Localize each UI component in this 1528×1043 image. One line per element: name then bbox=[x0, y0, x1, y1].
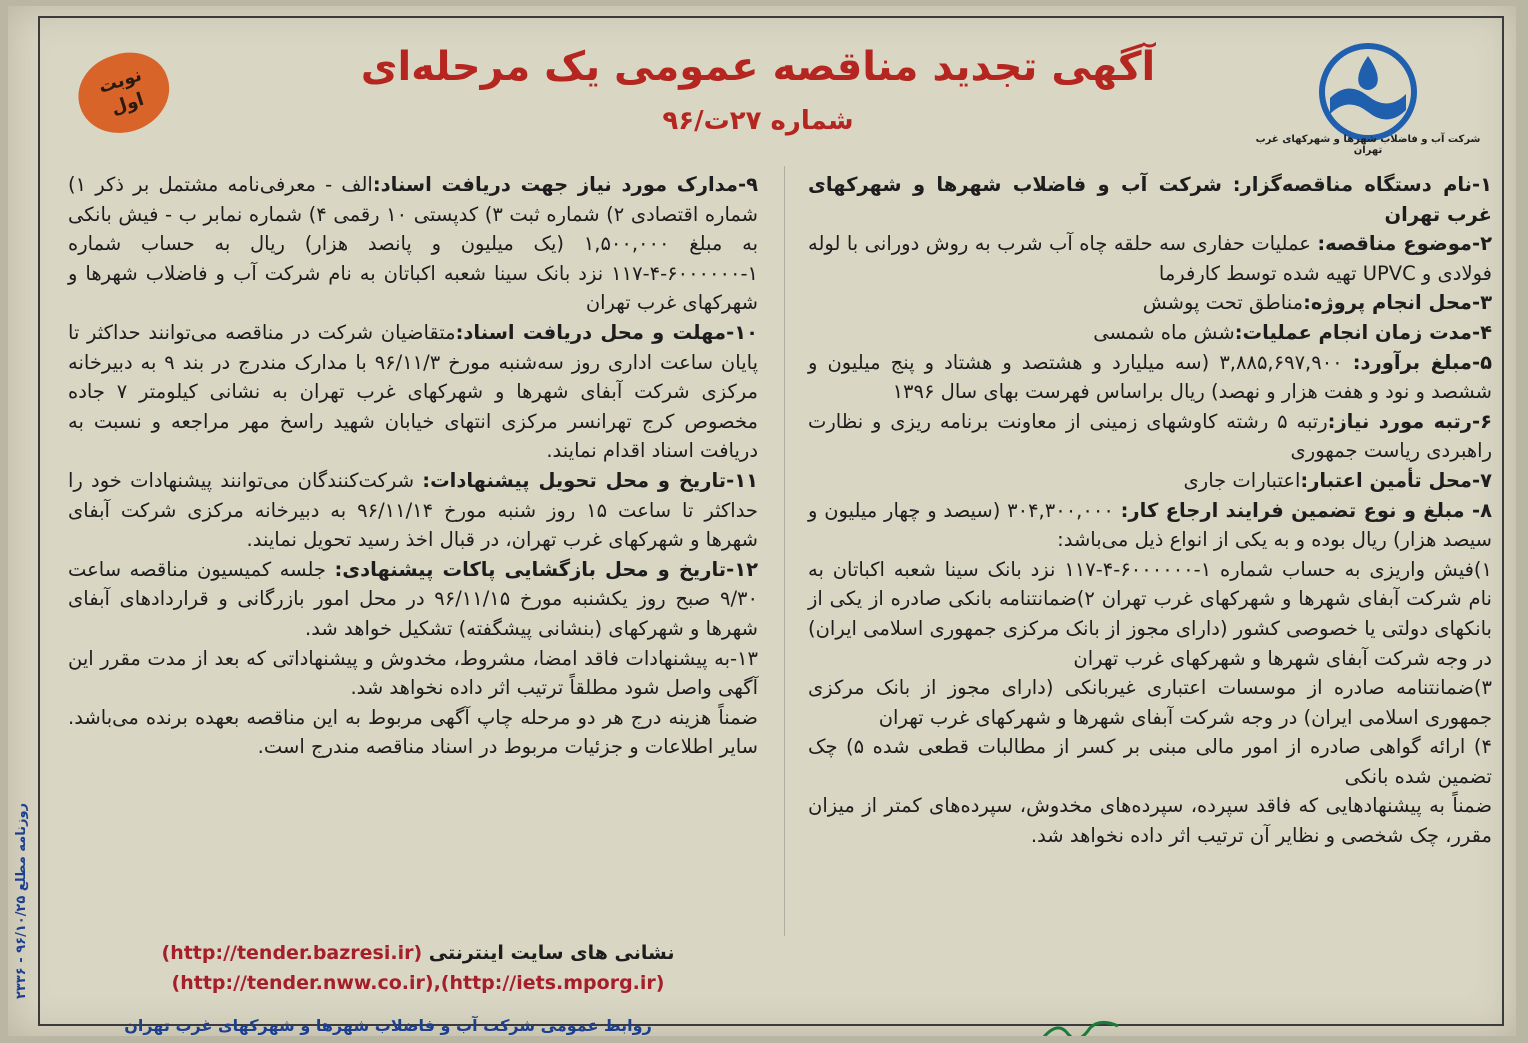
section-8-item-1: ۱)فیش واریزی به حساب شماره ۱-۶۰۰۰۰۰۰-۴-۱۱۷ نزد بانک سینا شعبه اکباتان به نام شرکت آبفای شهرها و شهرکهای غرب تهران ۲)ضمانتنامه بانکی صادره از یکی از بانکهای دولتی یا خصوصی کشور (دارای مجوز از بانک مرکزی جمهوری اسلامی ایران) در وجه شرکت آبفای شهرها و شهرکهای غرب تهران bbox=[808, 557, 1493, 670]
section-8 bbox=[808, 496, 1492, 555]
section-4-text: شش ماه شمسی bbox=[1093, 320, 1235, 344]
section-1 bbox=[808, 170, 1492, 229]
section-8-text: ۳۰۴,۳۰۰,۰۰۰ (سیصد و چهار میلیون و سیصد هزار) ریال بوده و به یکی از انواع ذیل می‌باشد: bbox=[808, 498, 1492, 552]
section-6 bbox=[808, 407, 1492, 466]
newspaper-clipping bbox=[8, 6, 1516, 1036]
website-addresses bbox=[88, 938, 748, 998]
section-7-label: ۷-محل تأمین اعتبار: bbox=[1300, 468, 1492, 492]
section-5 bbox=[808, 348, 1492, 407]
section-6-label: ۶-رتبه مورد نیاز: bbox=[1327, 409, 1492, 433]
public-relations-footer: روابط عمومی شرکت آب و فاضلاب شهرها و شهرکهای غرب تهران bbox=[124, 1016, 652, 1035]
section-11-text: شرکت‌کنندگان می‌توانند پیشنهادات خود را حداکثر تا ساعت ۱۵ روز شنبه مورخ ۹۶/۱۱/۱۴ به دبیرخانه مرکزی شرکت آبفای شهرها و شهرکهای غرب تهران، در قبال اخذ رسید تحویل نمایند. bbox=[68, 468, 758, 552]
section-8-note: ضمناً به پیشنهادهایی که فاقد سپرده، سپرده‌های مخدوش، سپرده‌های کمتر از میزان مقرر، چک شخصی و نظایر آن ترتیب اثر داده نخواهد شد. bbox=[808, 794, 1492, 848]
site-links-line-2[interactable]: (http://tender.nww.co.ir),(http://iets.mporg.ir) bbox=[171, 972, 665, 994]
section-8-item-4: ۴) ارائه گواهی صادره از امور مالی مبنی بر کسر از مطالبات قطعی شده ۵) چک تضمین شده بانکی bbox=[808, 735, 1492, 788]
section-1-text: شرکت آب و فاضلاب شهرها و شهرکهای غرب تهران bbox=[808, 173, 1492, 226]
badge-line1: نوبت bbox=[96, 64, 145, 98]
section-10-text: متقاضیان شرکت در مناقصه می‌توانند حداکثر تا پایان ساعت اداری روز سه‌شنبه مورخ ۹۶/۱۱/۳ با مدارک مندرج در بند ۹ به دبیرخانه مرکزی شرکت آبفای شهرها و شهرکهای غرب تهران به نشانی کیلومتر ۷ جاده مخصوص کرج تهرانسر مرکزی انتهای خیابان شهید راسخ مهر مراجعه و نسبت به دریافت اسناد اقدام نمایند. bbox=[68, 320, 758, 463]
sites-line-1 bbox=[88, 938, 748, 968]
section-2-text: عملیات حفاری سه حلقه چاه آب شرب به روش دورانی با لوله فولادی و UPVC تهیه شده توسط کارفرما bbox=[808, 232, 1492, 285]
section-4 bbox=[808, 318, 1492, 348]
section-10 bbox=[68, 318, 758, 466]
section-13-note: ضمناً هزینه درج هر دو مرحله چاپ آگهی مربوط به این مناقصه بعهده برنده می‌باشد. سایر اطلاعات و جزئیات مربوط در اسناد مناقصه مندرج است. bbox=[68, 705, 758, 759]
section-5-label: ۵-مبلغ برآورد: bbox=[1352, 350, 1493, 374]
section-1-label: ۱-نام دستگاه مناقصه‌گزار: bbox=[1232, 173, 1492, 196]
section-13: ۱۳-به پیشنهادات فاقد امضا، مشروط، مخدوش و پیشنهاداتی که بعد از مدت مقرر این آگهی واصل شود مطلقاً ترتیب اثر داده نخواهد شد. bbox=[68, 646, 758, 700]
section-7 bbox=[808, 466, 1492, 496]
site-link-bazresi[interactable]: (http://tender.bazresi.ir) bbox=[161, 942, 423, 964]
section-12 bbox=[68, 555, 758, 644]
newspaper-date-stamp: روزنامه مطلع ۹۶/۱۰/۲۵ - ۲۳۳۶ bbox=[14, 803, 29, 1000]
section-7-text: اعتبارات جاری bbox=[1183, 468, 1301, 492]
left-column bbox=[68, 170, 758, 762]
right-column bbox=[808, 170, 1492, 851]
section-8-item-3: ۳)ضمانتنامه صادره از موسسات اعتباری غیربانکی (دارای مجوز از بانک مرکزی جمهوری اسلامی ایران) در وجه شرکت آبفای شهرها و شهرکهای غرب تهران bbox=[808, 676, 1492, 729]
handwritten-mark-icon bbox=[1038, 1016, 1128, 1036]
section-9 bbox=[68, 170, 758, 318]
section-2-label: ۲-موضوع مناقصه: bbox=[1317, 232, 1492, 256]
sites-label: نشانی های سایت اینترنتی bbox=[428, 942, 675, 964]
section-3 bbox=[808, 288, 1492, 318]
badge-line2: اول bbox=[108, 88, 147, 120]
column-divider bbox=[784, 166, 785, 936]
section-11 bbox=[68, 466, 758, 555]
section-6-text: رتبه ۵ رشته کاوشهای زمینی از معاونت برنامه ریزی و نظارت راهبردی ریاست جمهوری bbox=[808, 409, 1492, 463]
section-9-text: الف - معرفی‌نامه مشتمل بر ذکر ۱) شماره اقتصادی ۲) شماره ثبت ۳) کدپستی ۱۰ رقمی ۴) شماره نمابر ب - فیش بانکی به مبلغ ۱,۵۰۰,۰۰۰ (یک میلیون و پانصد هزار) ریال به حساب شماره ۱-۶۰۰۰۰۰۰-۴-۱۱۷ نزد بانک سینا شعبه اکباتان به نام شرکت آب و فاضلاب شهرها و شهرکهای غرب تهران bbox=[68, 173, 759, 315]
company-name: شرکت آب و فاضلاب شهرها و شهرکهای غرب تهران bbox=[1255, 134, 1481, 156]
section-8-label: ۸- مبلغ و نوع تضمین فرایند ارجاع کار: bbox=[1120, 498, 1492, 522]
section-11-label: ۱۱-تاریخ و محل تحویل پیشنهادات: bbox=[422, 468, 759, 492]
section-10-label: ۱۰-مهلت و محل دریافت اسناد: bbox=[455, 320, 758, 344]
section-3-label: ۳-محل انجام پروژه: bbox=[1303, 291, 1492, 315]
section-4-label: ۴-مدت زمان انجام عملیات: bbox=[1234, 320, 1492, 344]
tender-number: شماره ۲۷ت/۹۶ bbox=[662, 106, 854, 136]
section-12-label: ۱۲-تاریخ و محل بازگشایی پاکات پیشنهادی: bbox=[334, 557, 758, 581]
section-12-text: جلسه کمیسیون مناقصه ساعت ۹/۳۰ صبح روز یکشنبه مورخ ۹۶/۱۱/۱۵ در محل امور بازرگانی و قراردادهای آبفای شهرها و شهرکهای (بنشانی پیشگفته) تشکیل خواهد شد. bbox=[68, 557, 758, 640]
section-2 bbox=[808, 229, 1492, 288]
page-title: آگهی تجدید مناقصه عمومی یک مرحله‌ای bbox=[360, 44, 1156, 90]
section-9-label: ۹-مدارک مورد نیاز جهت دریافت اسناد: bbox=[372, 173, 759, 196]
section-3-text: مناطق تحت پوشش bbox=[1142, 291, 1304, 315]
section-5-text: ۳,۸۸۵,۶۹۷,۹۰۰ (سه میلیارد و هشتصد و هشتاد و پنج میلیون و ششصد و نود و هفت هزار و نهصد) ریال براساس فهرست بهای سال ۱۳۹۶ bbox=[808, 350, 1492, 404]
